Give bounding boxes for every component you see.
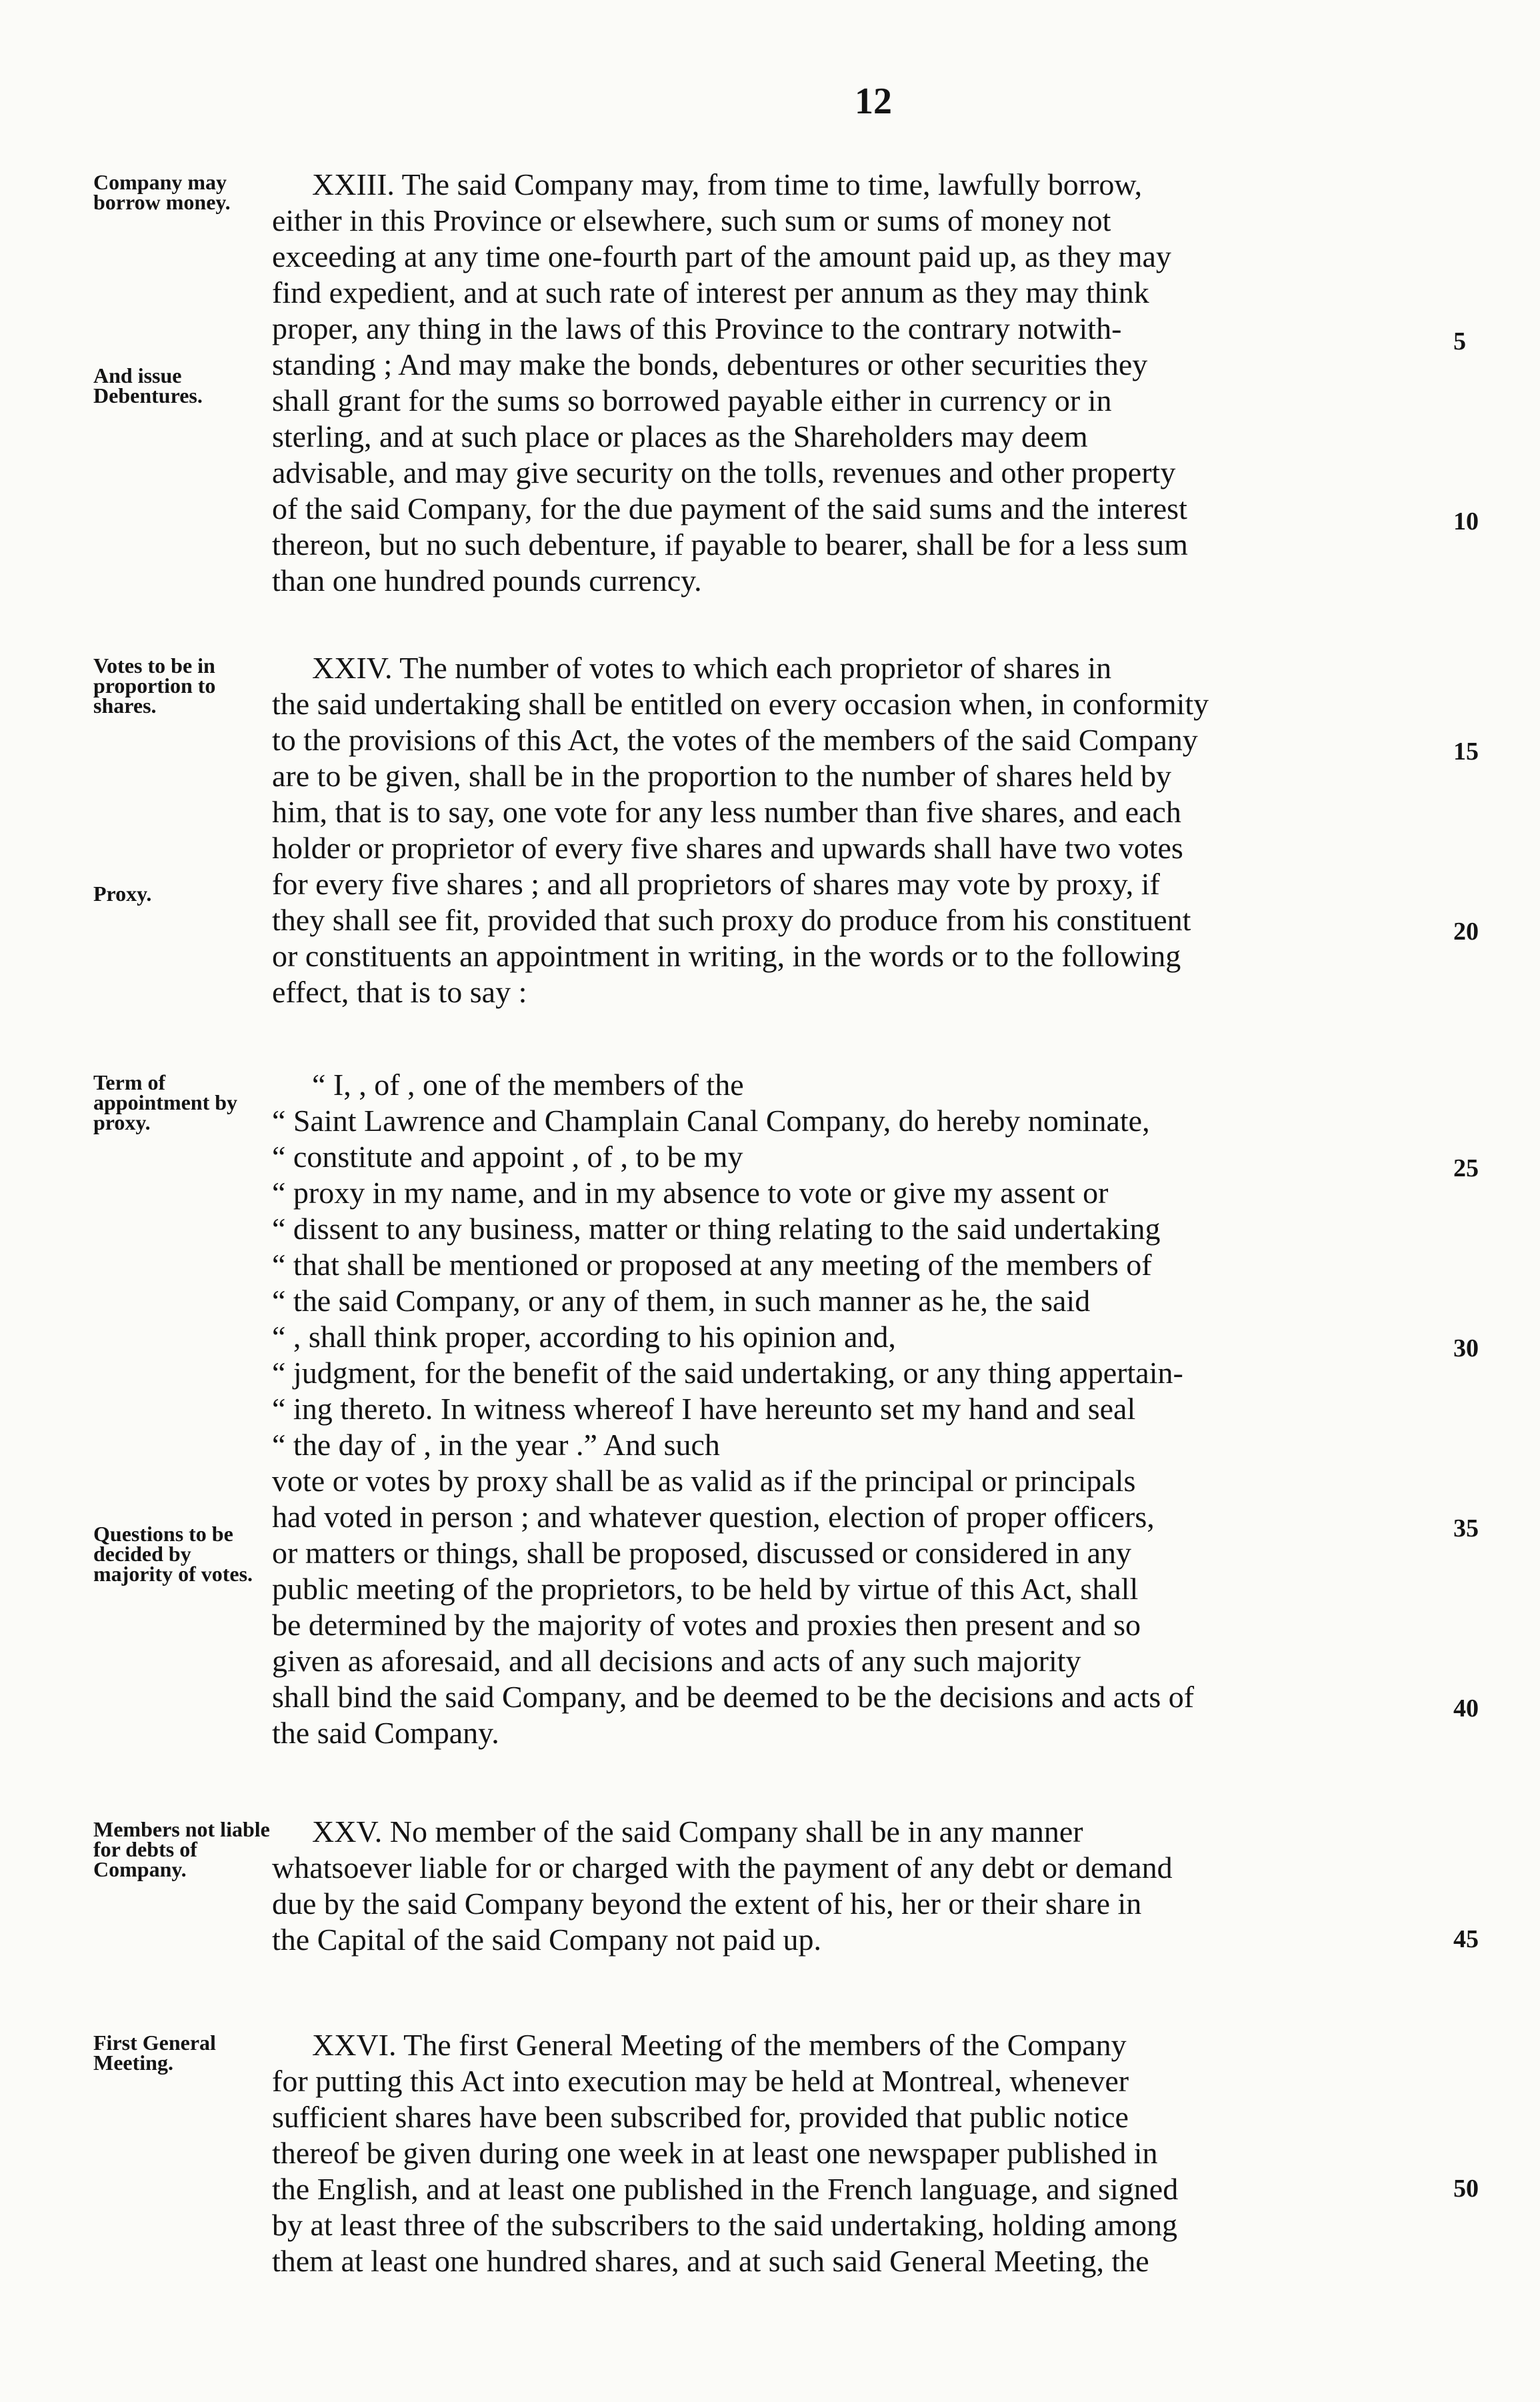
text-line: “ Saint Lawrence and Champlain Canal Company, do hereby nominate,	[272, 1104, 1150, 1138]
text-line: “ constitute and appoint , of , to be my	[272, 1140, 743, 1174]
section-body	[272, 650, 1445, 1010]
text-line: for putting this Act into execution may be held at Montreal, whenever	[272, 2064, 1129, 2098]
text-line: by at least three of the subscribers to the said undertaking, holding among	[272, 2208, 1177, 2242]
text-line: them at least one hundred shares, and at such said General Meeting, the	[272, 2244, 1149, 2278]
text-line: they shall see fit, provided that such proxy do produce from his constituent	[272, 903, 1191, 937]
text-line: for every five shares ; and all proprietors of shares may vote by proxy, if	[272, 867, 1160, 901]
text-line: given as aforesaid, and all decisions and acts of any such majority	[272, 1644, 1081, 1678]
line-number: 15	[1453, 738, 1479, 766]
text-line: whatsoever liable for or charged with the payment of any debt or demand	[272, 1851, 1173, 1885]
text-line: than one hundred pounds currency.	[272, 563, 702, 597]
text-line: “ proxy in my name, and in my absence to vote or give my assent or	[272, 1176, 1109, 1210]
line-number: 25	[1453, 1154, 1479, 1182]
section-body	[272, 1067, 1445, 1751]
text-line: are to be given, shall be in the proportion to the number of shares held by	[272, 759, 1171, 793]
line-number: 50	[1453, 2175, 1479, 2203]
text-line: XXV. No member of the said Company shall be in any manner	[312, 1815, 1083, 1849]
line-number: 35	[1453, 1514, 1479, 1542]
text-line: or matters or things, shall be proposed, discussed or considered in any	[272, 1536, 1132, 1570]
section-body	[272, 1814, 1445, 1958]
text-line: XXVI. The first General Meeting of the members of the Company	[312, 2028, 1127, 2062]
text-line: exceeding at any time one-fourth part of the amount paid up, as they may	[272, 239, 1171, 273]
text-line: “ the day of , in the year .” And such	[272, 1428, 720, 1462]
text-line: “ ing thereto. In witness whereof I have hereunto set my hand and seal	[272, 1392, 1136, 1426]
margin-note-proxy: Proxy.	[93, 882, 152, 906]
margin-note-borrow: Company may borrow money.	[93, 170, 231, 214]
text-line: standing ; And may make the bonds, debentures or other securities they	[272, 347, 1148, 381]
margin-note-questions: Questions to be decided by majority of votes.	[93, 1522, 253, 1586]
line-number: 10	[1453, 507, 1479, 535]
margin-note-members-not-liable: Members not liable for debts of Company.	[93, 1817, 270, 1881]
text-line: sufficient shares have been subscribed for, provided that public notice	[272, 2100, 1129, 2134]
text-line: due by the said Company beyond the extent of his, her or their share in	[272, 1887, 1142, 1921]
text-line: XXIII. The said Company may, from time to time, lawfully borrow,	[312, 167, 1143, 201]
text-line: “ I, , of , one of the members of the	[312, 1068, 744, 1102]
margin-note-debentures: And issue Debentures.	[93, 363, 203, 407]
text-line: XXIV. The number of votes to which each proprietor of shares in	[312, 651, 1112, 685]
line-number: 40	[1453, 1694, 1479, 1722]
margin-note-term-of-appointment: Term of appointment by proxy.	[93, 1070, 238, 1134]
text-line: either in this Province or elsewhere, such sum or sums of money not	[272, 203, 1111, 237]
text-line: sterling, and at such place or places as the Shareholders may deem	[272, 419, 1088, 453]
line-number: 45	[1453, 1925, 1479, 1953]
text-line: holder or proprietor of every five shares and upwards shall have two votes	[272, 831, 1183, 865]
text-line: him, that is to say, one vote for any less number than five shares, and each	[272, 795, 1181, 829]
margin-note-first-general-meeting: First General Meeting.	[93, 2031, 216, 2075]
text-line: had voted in person ; and whatever question, election of proper officers,	[272, 1500, 1155, 1534]
section-body	[272, 2027, 1445, 2279]
text-line: thereof be given during one week in at least one newspaper published in	[272, 2136, 1158, 2170]
text-line: effect, that is to say :	[272, 975, 527, 1009]
line-number: 20	[1453, 918, 1479, 946]
text-line: or constituents an appointment in writing, in the words or to the following	[272, 939, 1181, 973]
margin-note-votes: Votes to be in proportion to shares.	[93, 654, 216, 718]
text-line: thereon, but no such debenture, if payable to bearer, shall be for a less sum	[272, 527, 1188, 561]
text-line: advisable, and may give security on the tolls, revenues and other property	[272, 455, 1176, 489]
text-line: public meeting of the proprietors, to be held by virtue of this Act, shall	[272, 1572, 1139, 1606]
text-line: shall grant for the sums so borrowed payable either in currency or in	[272, 383, 1112, 417]
text-line: the English, and at least one published in the French language, and signed	[272, 2172, 1179, 2206]
line-number: 30	[1453, 1334, 1479, 1362]
page-number: 12	[855, 81, 892, 122]
text-line: “ dissent to any business, matter or thing relating to the said undertaking	[272, 1212, 1161, 1246]
text-line: vote or votes by proxy shall be as valid as if the principal or principals	[272, 1464, 1136, 1498]
text-line: be determined by the majority of votes and proxies then present and so	[272, 1608, 1141, 1642]
section-body	[272, 167, 1445, 599]
text-line: “ , shall think proper, according to his opinion and,	[272, 1320, 896, 1354]
text-line: the said undertaking shall be entitled on every occasion when, in conformity	[272, 687, 1209, 721]
text-line: to the provisions of this Act, the votes of the members of the said Company	[272, 723, 1198, 757]
text-line: shall bind the said Company, and be deemed to be the decisions and acts of	[272, 1680, 1195, 1714]
text-line: find expedient, and at such rate of interest per annum as they may think	[272, 275, 1149, 309]
text-line: proper, any thing in the laws of this Province to the contrary notwith-	[272, 311, 1122, 345]
text-line: “ the said Company, or any of them, in such manner as he, the said	[272, 1284, 1091, 1318]
text-line: the said Company.	[272, 1716, 499, 1750]
text-line: of the said Company, for the due payment of the said sums and the interest	[272, 491, 1187, 525]
text-line: “ judgment, for the benefit of the said undertaking, or any thing appertain-	[272, 1356, 1183, 1390]
line-number: 5	[1453, 327, 1466, 355]
text-line: “ that shall be mentioned or proposed at any meeting of the members of	[272, 1248, 1152, 1282]
text-line: the Capital of the said Company not paid up.	[272, 1923, 822, 1957]
